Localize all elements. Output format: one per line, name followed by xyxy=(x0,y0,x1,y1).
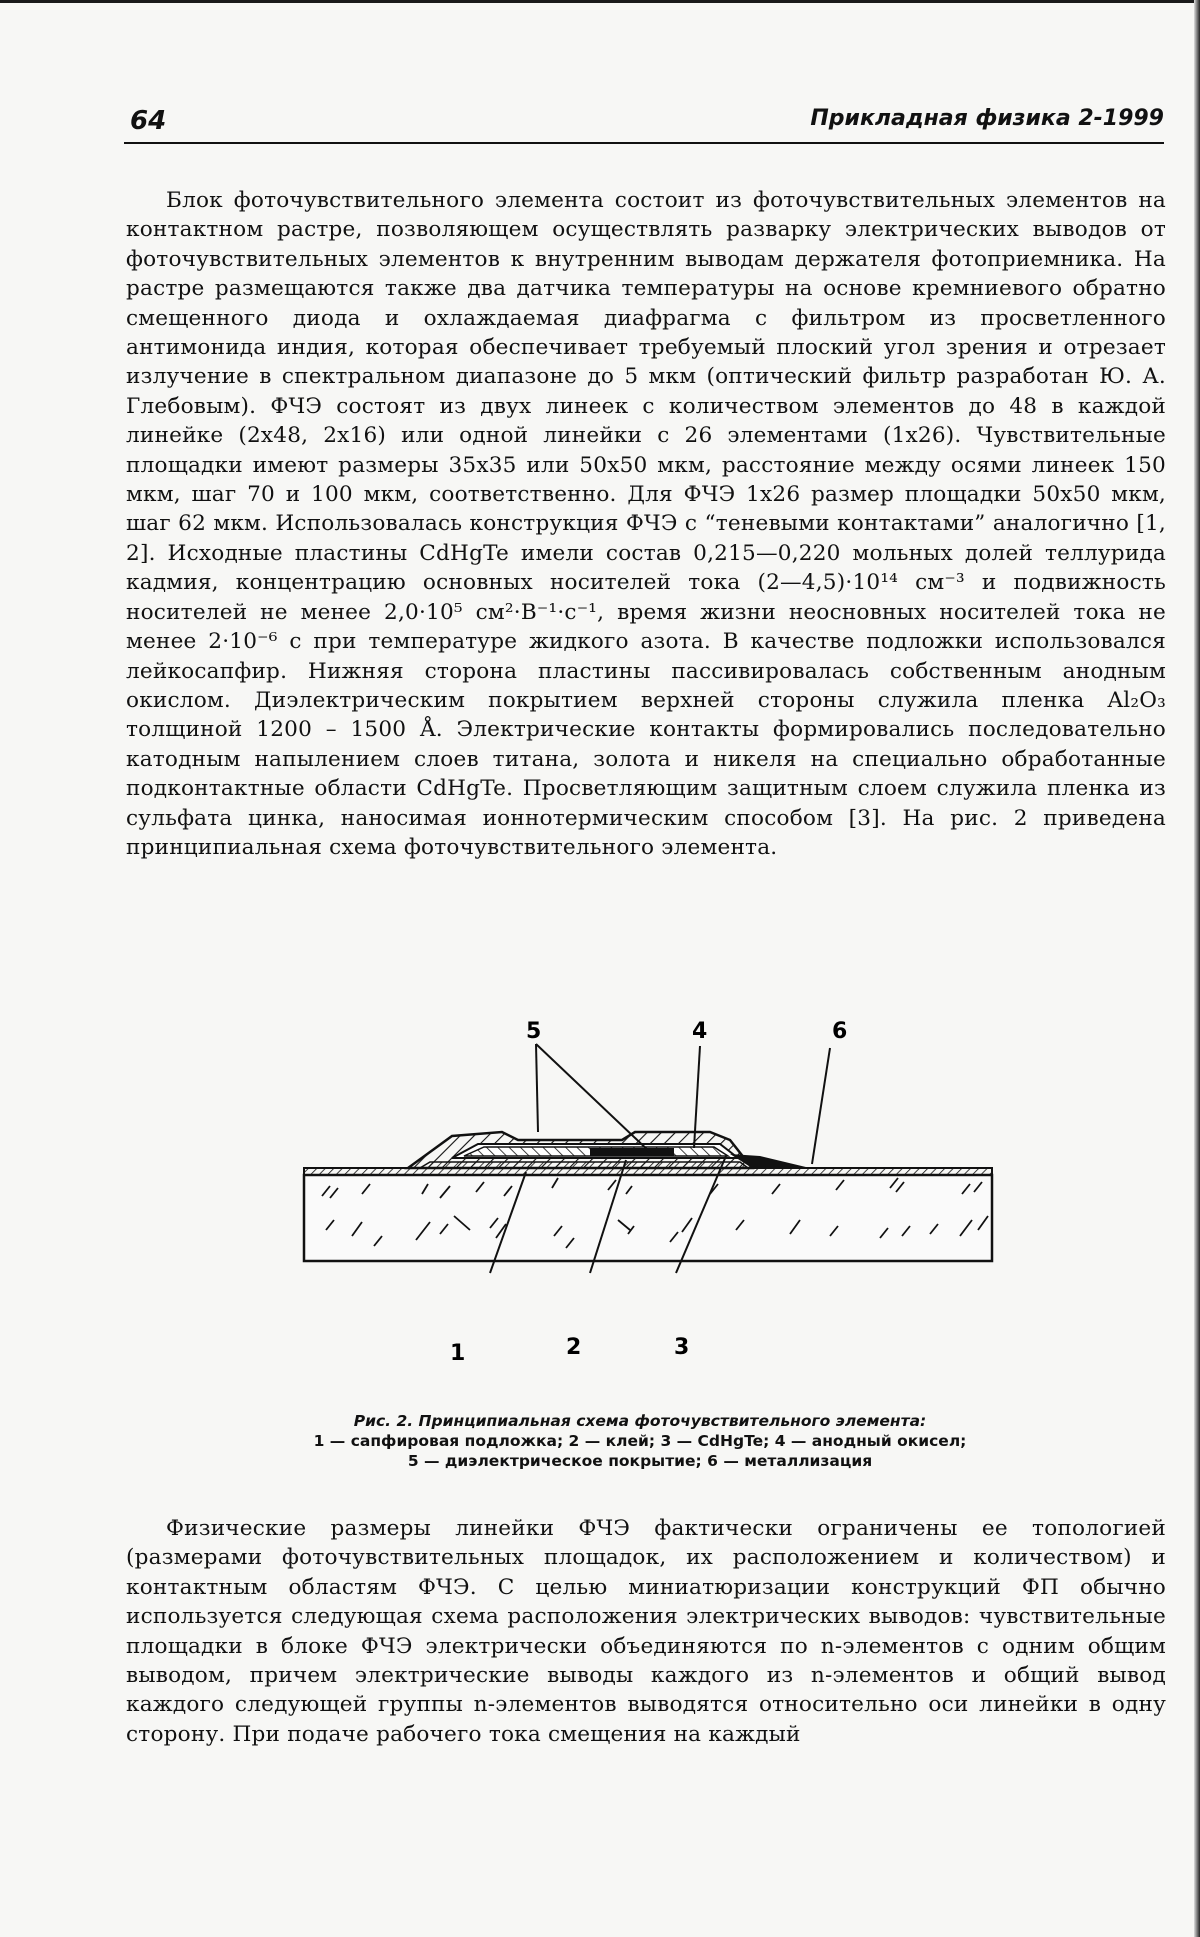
scan-edge xyxy=(1194,0,1200,1937)
glue-layer xyxy=(420,1162,748,1168)
label-2: 2 xyxy=(566,1335,582,1360)
figure-caption xyxy=(200,1411,1080,1471)
label-4: 4 xyxy=(692,1019,708,1044)
figure-photosensitive-element-schematic xyxy=(290,1008,1010,1368)
label-6: 6 xyxy=(832,1019,848,1044)
journal-title: Прикладная физика 2-1999 xyxy=(810,106,1164,131)
anodic-oxide-layer xyxy=(590,1148,674,1156)
caption-title: Рис. 2. Принципиальная схема фоточувствительного элемента: xyxy=(353,1412,927,1430)
body-paragraph-2: Физические размеры линейки ФЧЭ фактически ограничены ее топологией (размерами фоточувствительных площадок, их расположением и количеством) и контактным областям ФЧЭ. С целью миниатюризации конструкций ФП обычно используется следующая схема расположения электрических выводов: чувствительные площадки в блоке ФЧЭ электрически объединяются по n-элементов с одним общим выводом, причем электрические выводы каждого из n-элементов и общий вывод каждого следующей группы n-элементов выводятся относительно оси линейки в одну сторону. При подаче рабочего тока смещения на каждый xyxy=(126,1516,1166,1747)
page-number: 64 xyxy=(130,106,167,136)
label-3: 3 xyxy=(674,1335,690,1360)
substrate xyxy=(304,1175,992,1261)
caption-legend-line-2: 5 — диэлектрическое покрытие; 6 — металлизация xyxy=(407,1452,873,1470)
running-header xyxy=(124,102,1164,144)
top-border xyxy=(0,0,1200,3)
body-paragraph-1: Блок фоточувствительного элемента состоит из фоточувствительных элементов на контактном растре, позволяющем осуществлять разварку электрических выводов от фоточувствительных элементов к внутренним выводам держателя фотоприемника. На растре размещаются также два датчика температуры на основе кремниевого обратно смещенного диода и охлаждаемая диафрагма с фильтром из просветленного антимонида индия, которая обеспечивает требуемый плоский угол зрения и отрезает излучение в спектральном диапазоне до 5 мкм (оптический фильтр разработан Ю. А. Глебовым). ФЧЭ состоят из двух линеек с количеством элементов до 48 в каждой линейке (2х48, 2х16) или одной линейки с 26 элементами (1х26). Чувствительные площадки имеют размеры 35х35 или 50х50 мкм, расстояние между осями линеек 150 мкм, шаг 70 и 100 мкм, соответственно. Для ФЧЭ 1х26 размер площадки 50х50 мкм, шаг 62 мкм. Использовалась конструкция ФЧЭ с “теневыми контактами” аналогично [1, 2]. Исходные пластины CdHgTe имели состав 0,215—0,220 мольных долей теллурида кадмия, концентрацию основных носителей тока (2—4,5)·10¹⁴ см⁻³ и подвижность носителей не менее 2,0·10⁵ см²·В⁻¹·с⁻¹, время жизни неосновных носителей тока не менее 2·10⁻⁶ с при температуре жидкого азота. В качестве подложки использовался лейкосапфир. Нижняя сторона пластины пассивировалась собственным анодным окислом. Диэлектрическим покрытием верхней стороны служила пленка Al₂O₃ толщиной 1200 – 1500 Å. Электрические контакты формировались последовательно катодным напылением слоев титана, золота и никеля на специально обработанные подконтактные области CdHgTe. Просветляющим защитным слоем служила пленка из сульфата цинка, наносимая ионнотермическим способом [3]. На рис. 2 приведена принципиальная схема фоточувствительного элемента. xyxy=(126,188,1166,860)
caption-legend-line-1: 1 — сапфировая подложка; 2 — клей; 3 — CdHgTe; 4 — анодный окисел; xyxy=(313,1432,967,1450)
label-5: 5 xyxy=(526,1019,542,1044)
label-1: 1 xyxy=(450,1341,466,1366)
